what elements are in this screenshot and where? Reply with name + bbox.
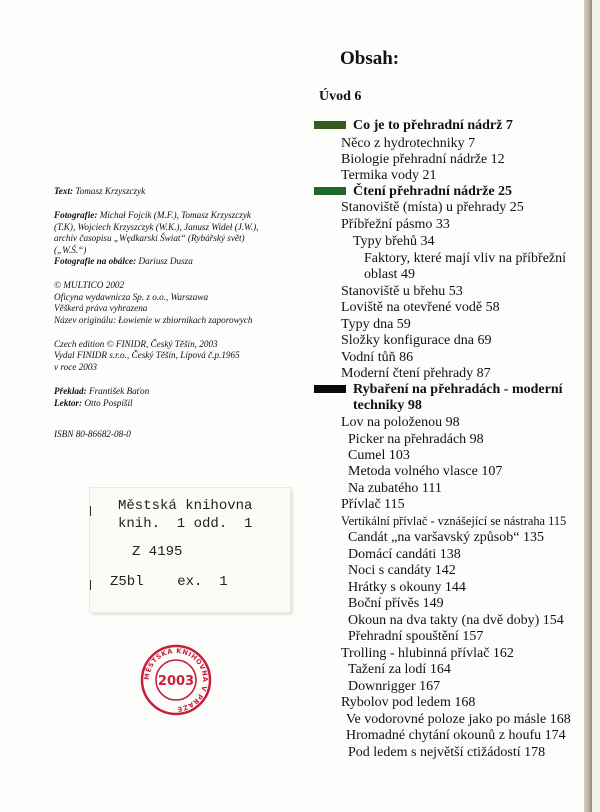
toc-entry: Tažení za lodí 164 <box>348 662 451 677</box>
seal-year: 2003 <box>157 674 195 689</box>
isbn: ISBN 80-86682-08-0 <box>54 429 131 440</box>
cover-credit <box>54 256 286 267</box>
photo-line: Michał Fojcik (M.F.), Tomasz Krzyszczyk <box>99 210 252 221</box>
toc-entry: Stanoviště u břehu 53 <box>341 284 463 299</box>
author-value: Tomasz Krzyszczyk <box>75 186 146 196</box>
toc-entry: Přehradní spouštění 157 <box>348 629 484 644</box>
translation-value: František Baťon <box>88 386 150 397</box>
editor-line <box>54 398 286 409</box>
toc-entry: Candát „na varšavský způsob“ 135 <box>348 530 544 545</box>
edition-line: Vydal FINIDR s.r.o., Český Těšín, Lípová č.p.1965 <box>54 350 240 361</box>
toc-entry: oblast 49 <box>364 267 415 282</box>
photo-label: Fotografie: <box>54 210 98 221</box>
label-tick <box>90 506 91 516</box>
translation-label: Překlad: <box>54 386 87 397</box>
photo-line: („W.Ś.“) <box>54 244 87 255</box>
library-seal-icon <box>140 644 212 716</box>
original-title-line: Název originálu: Łowienie w zbiornikach zaporowych <box>54 314 253 325</box>
author-label: Text: <box>54 186 74 196</box>
toc-entry: Faktory, které mají vliv na příbřežní <box>364 251 567 266</box>
editor-label: Lektor: <box>54 397 83 408</box>
toc-title: Obsah: <box>340 48 400 69</box>
toc-entry: Hrátky s okouny 144 <box>348 580 466 595</box>
toc-entry: techniky 98 <box>353 398 422 413</box>
seal-ring-text: MĚSTSKÁ KNIHOVNA V PRAZE <box>142 646 210 714</box>
toc-entry: Domácí candáti 138 <box>348 547 461 562</box>
toc-entry: Trolling - hlubinná přívlač 162 <box>341 646 514 661</box>
chapter-marker <box>314 385 346 393</box>
toc-entry: Cumel 103 <box>348 448 410 463</box>
toc-entry: Downrigger 167 <box>348 679 441 694</box>
toc-entry: Ve vodorovné poloze jako po másle 168 <box>346 712 571 727</box>
toc-entry: Stanoviště (místa) u přehrady 25 <box>341 200 524 215</box>
toc-entry: Něco z hydrotechniky 7 <box>341 136 476 151</box>
copyright-line: © MULTICO 2002 <box>54 280 125 291</box>
author-line <box>54 186 286 197</box>
photo-credits <box>54 210 286 221</box>
rights-line: Věškerá práva vyhrazena <box>54 303 148 314</box>
label-tick <box>90 580 91 590</box>
toc-entry: Rybolov pod ledem 168 <box>341 695 476 710</box>
toc-entry: Hromadné chytání okounů z houfu 174 <box>346 728 566 743</box>
toc-entry: Noci s candáty 142 <box>348 563 456 578</box>
toc-entry: Metoda volného vlasce 107 <box>348 464 503 479</box>
toc-entry: Pod ledem s největší ctižádostí 178 <box>348 745 546 760</box>
toc-entry: Typy dna 59 <box>341 317 411 332</box>
translation-line <box>54 386 286 397</box>
chapter-marker <box>314 121 346 129</box>
toc-entry: Úvod 6 <box>319 89 362 104</box>
publisher-line: Oficyna wydawnicza Sp. z o.o., Warszawa <box>54 291 209 302</box>
toc-entry: Vertikální přívlač - vznášející se nástraha 115 <box>341 514 567 528</box>
toc-entry: Čtení přehradní nádrže 25 <box>353 184 513 199</box>
library-dept: knih. 1 odd. 1 <box>118 516 253 532</box>
edition-line: Czech edition © FINIDR, Český Těšín, 2003 <box>54 339 218 350</box>
toc-entry: Moderní čtení přehrady 87 <box>341 366 491 381</box>
toc-entry: Picker na přehradách 98 <box>348 432 484 447</box>
toc-entry: Přívlač 115 <box>341 497 405 512</box>
toc-entry: Vodní tůň 86 <box>341 350 414 365</box>
toc-entry: Příbřežní pásmo 33 <box>341 217 450 232</box>
library-label <box>90 488 290 612</box>
colophon <box>54 186 286 441</box>
toc-entry: Boční přívěs 149 <box>348 596 444 611</box>
editor-value: Otto Pospíšil <box>84 397 133 408</box>
toc-entry: Okoun na dva takty (na dvě doby) 154 <box>348 613 564 628</box>
chapter-marker <box>314 187 346 195</box>
library-signature: Z 4195 <box>132 544 183 560</box>
toc-entry: Lov na položenou 98 <box>341 415 460 430</box>
toc-entry: Termika vody 21 <box>341 168 437 183</box>
cover-label: Fotografie na obálce: <box>54 256 137 267</box>
toc-entry: Loviště na otevřené vodě 58 <box>341 300 500 315</box>
toc-entry: Typy břehů 34 <box>353 234 435 249</box>
library-name: Městská knihovna <box>118 498 253 514</box>
library-exemplar: Z5bl ex. 1 <box>110 574 228 590</box>
page-edge <box>584 0 592 812</box>
toc-entry: Co je to přehradní nádrž 7 <box>353 118 513 133</box>
photo-line: (T.K), Wojciech Krzyszczyk (W.K.), Janusz Wideł (J.W.), <box>54 221 259 232</box>
toc-entry: Biologie přehradní nádrže 12 <box>341 152 505 167</box>
cover-value: Dariusz Dusza <box>138 256 193 267</box>
photo-line: archív časopisu „Wędkarski Świat“ (Rybářský svět) <box>54 233 245 244</box>
toc-entry: Složky konfigurace dna 69 <box>341 333 492 348</box>
edition-line: v roce 2003 <box>54 361 98 372</box>
toc-entry: Rybaření na přehradách - moderní <box>353 382 563 397</box>
toc-entry: Na zubatého 111 <box>348 481 442 496</box>
